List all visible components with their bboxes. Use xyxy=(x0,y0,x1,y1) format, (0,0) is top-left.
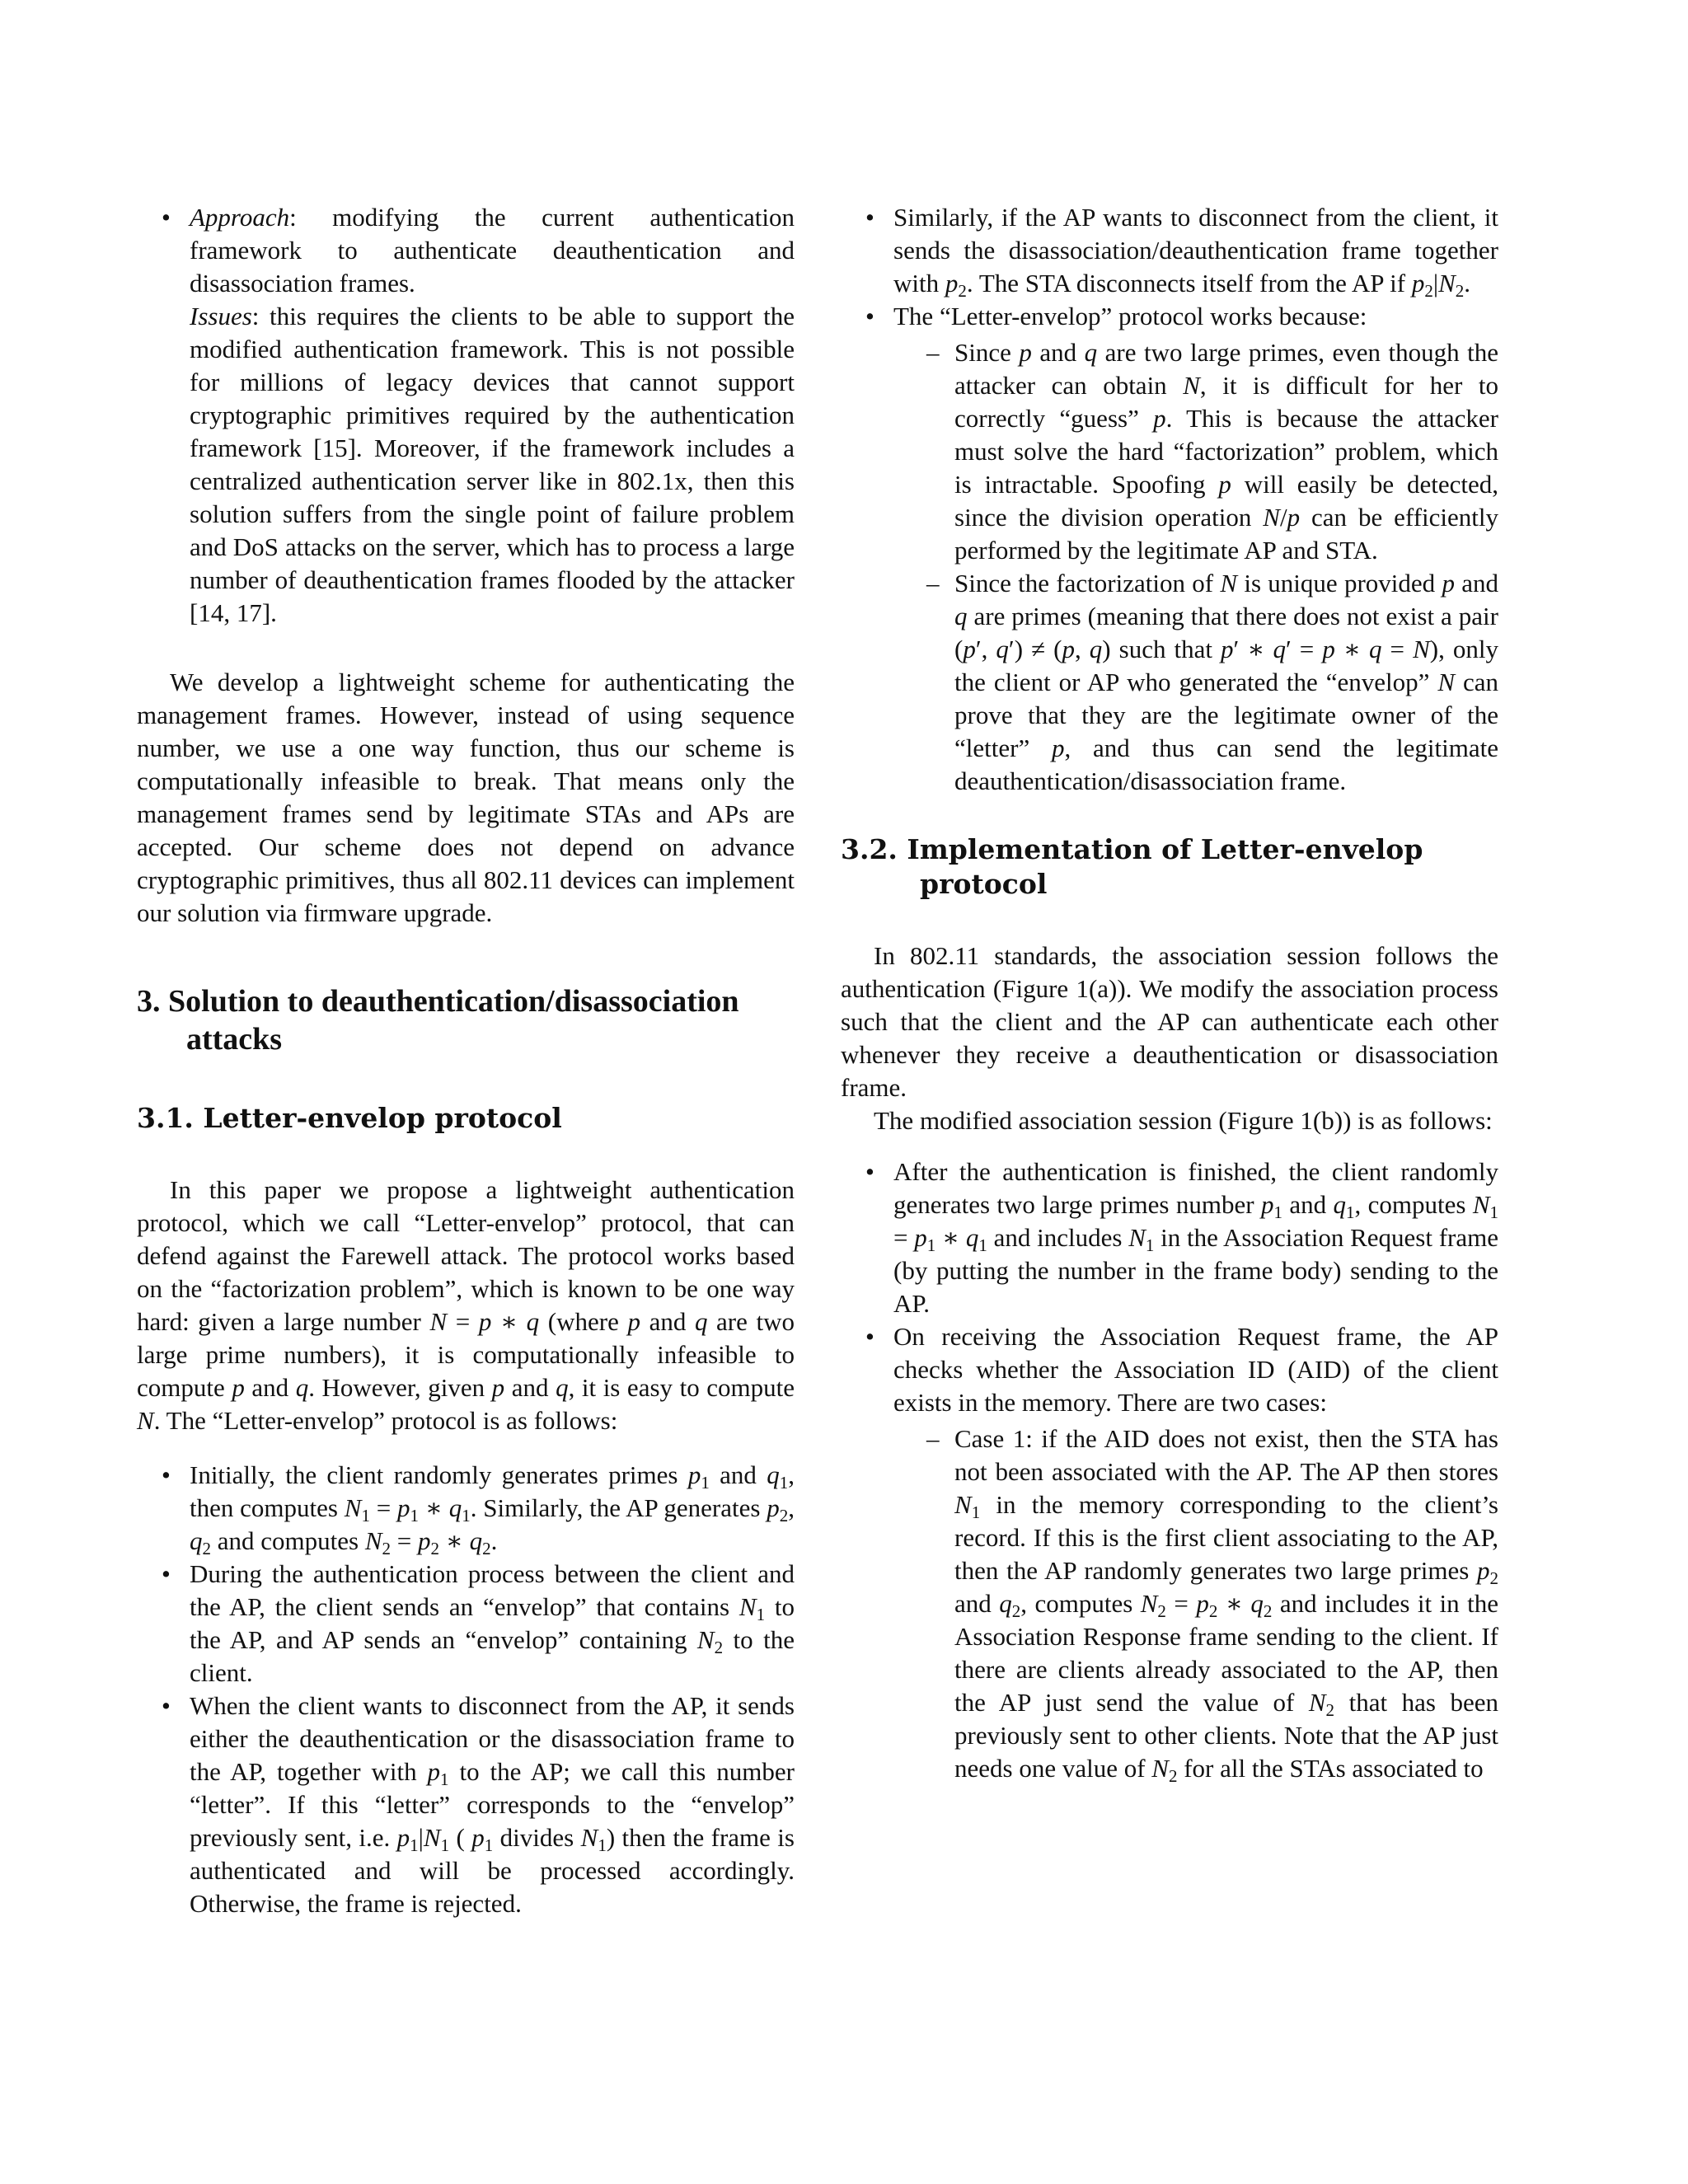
section-3-heading: 3. Solution to deauthentication/disassociation attacks xyxy=(137,984,739,1057)
develop-paragraph: We develop a lightweight scheme for authenticating the management frames. However, instead of using sequence number, we use a one way function, thus our scheme is computationally infeasible to break. That means only the management frames send by legitimate STAs and APs are accepted. Our scheme does not depend on advance cryptographic primitives, thus all 802.11 devices can implement our solution via firmware upgrade. xyxy=(137,668,795,927)
list-item: • When the client wants to disconnect from the AP, it sends either the deauthentication or the disassociation frame to the AP, together with $p_1$ to the AP; we call this number “letter”. If this “letter” corresponds to the “envelop” previously sent, i.e. $p_1|N_1$ ( $p_1$ divides $N_1$) then the frame is authenticated and will be processed accordingly. Otherwise, the frame is rejected. xyxy=(137,1690,795,1920)
modified-session-paragraph: The modified association session (Figure 1(b)) is as follows: xyxy=(874,1106,1493,1135)
section-3-1-heading: 3.1. Letter-envelop protocol xyxy=(137,1102,562,1134)
list-item: – Case 1: if the AID does not exist, then the STA has not been associated with the AP. The AP then stores $N_1$ in the memory corresponding to the client’s record. If this is the first client associating to the AP, then the AP randomly generates two large primes $p_2$ and $q_2$, computes $N_2 = p_2$ ∗ $q_2$ and includes it in the Association Response frame sending to the client. If there are clients already associated to the AP, then the AP just send the value of $N_2$ that has been previously sent to other clients. Note that the AP just needs one value of $N_2$ for all the STAs associated to xyxy=(841,1422,1498,1785)
left-column xyxy=(137,201,795,1920)
list-item: • Similarly, if the AP wants to disconnect from the client, it sends the disassociation/deauthentication frame together with $p_2$. The STA disconnects itself from the AP if $p_2|N_2$. xyxy=(841,201,1498,300)
right-column xyxy=(841,201,1498,1785)
issues-label: Issues xyxy=(190,302,252,330)
approach-item xyxy=(137,201,795,630)
approach-list xyxy=(137,201,795,630)
issues-text: : this requires the clients to be able to support the modified authentication framework. This is not possible for millions of legacy devices that cannot support cryptographic primitives required by the authentication framework [15]. Moreover, if the framework includes a centralized authentication server like in 802.1x, then this solution suffers from the single point of failure problem and DoS attacks on the server, which has to process a large number of deauthentication frames flooded by the attacker [14, 17]. xyxy=(190,302,795,627)
list-item: – Since the factorization of N is unique provided p and q are primes (meaning that there does not exist a pair (p′, q′) ≠ (p, q) such that p′ ∗ q′ = p ∗ q = N), only the client or AP who generated the “envelop” N can prove that they are the legitimate owner of the “letter” p, and thus can send the legitimate deauthentication/disassociation frame. xyxy=(841,567,1498,798)
list-item: • After the authentication is finished, the client randomly generates two large primes number $p_1$ and $q_1$, computes $N_1 = p_1$ ∗ $q_1$ and includes $N_1$ in the Association Request frame (by putting the number in the frame body) sending to the AP. xyxy=(841,1155,1498,1320)
list-item: • On receiving the Association Request frame, the AP checks whether the Association ID (AID) of the client exists in the memory. There are two cases: – Case 1: if the AID does not exist, then the STA has not been associated with the AP. The AP then stores $N_1$ in the memory corresponding to the client’s record. If this is the first client associating to the AP, then the AP randomly generates two large primes $p_2$ and $q_2$, computes $N_2 = p_2$ ∗ $q_2$ and includes it in the Association Response frame sending to the client. If there are clients already associated to the AP, then the AP just send the value of $N_2$ that has been previously sent to other clients. Note that the AP just needs one value of $N_2$ for all the STAs associated to xyxy=(841,1320,1498,1785)
cases-list xyxy=(841,1422,1498,1785)
list-item: • The “Letter-envelop” protocol works because: – Since p and q are two large primes, even though the attacker can obtain N, it is difficult for her to correctly “guess” p. This is because the attacker must solve the hard “factorization” problem, which is intractable. Spoofing p will easily be detected, since the division operation N/p can be efficiently performed by the legitimate AP and STA. – Since the factorization of N is unique provided p and q are primes (meaning that there does not exist a pair (p′, q′) ≠ (p, q) such that p′ ∗ q′ = p ∗ q = N), only the client or AP who generated the “envelop” N can prove that they are the legitimate owner of the “letter” p, and thus can send the legitimate deauthentication/disassociation frame. xyxy=(841,300,1498,798)
protocol-steps-list xyxy=(137,1459,795,1920)
association-steps-list xyxy=(841,1155,1498,1785)
implementation-paragraph: In 802.11 standards, the association session follows the authentication (Figure 1(a)). We modify the association process such that the client and the AP can authenticate each other whenever they receive a deauthentication or disassociation frame. xyxy=(841,941,1498,1102)
list-item: • During the authentication process between the client and the AP, the client sends an “envelop” that contains $N_1$ to the AP, and AP sends an “envelop” containing $N_2$ to the client. xyxy=(137,1558,795,1690)
protocol-steps-continued xyxy=(841,201,1498,798)
reasons-list xyxy=(841,336,1498,798)
list-item: – Since p and q are two large primes, even though the attacker can obtain N, it is difficult for her to correctly “guess” p. This is because the attacker must solve the hard “factorization” problem, which is intractable. Spoofing p will easily be detected, since the division operation N/p can be efficiently performed by the legitimate AP and STA. xyxy=(841,336,1498,567)
list-item: • Initially, the client randomly generates primes $p_1$ and $q_1$, then computes $N_1 = p_1$ ∗ $q_1$. Similarly, the AP generates $p_2$, $q_2$ and computes $N_2 = p_2$ ∗ $q_2$. xyxy=(137,1459,795,1558)
intro-paragraph: In this paper we propose a lightweight authentication protocol, which we call “Letter-envelop” protocol, that can defend against the Farewell attack. The protocol works based on the “factorization problem”, which is known to be one way hard: given a large number N = p ∗ q (where p and q are two large prime numbers), it is computationally infeasible to compute p and q. However, given p and q, it is easy to compute N. The “Letter-envelop” protocol is as follows: xyxy=(137,1175,795,1435)
section-3-2-heading: 3.2. Implementation of Letter-envelop protocol xyxy=(841,833,1423,900)
approach-label: Approach xyxy=(190,203,290,232)
approach-text: : modifying the current authentication framework to authenticate deauthentication and disassociation frames. xyxy=(190,203,795,298)
